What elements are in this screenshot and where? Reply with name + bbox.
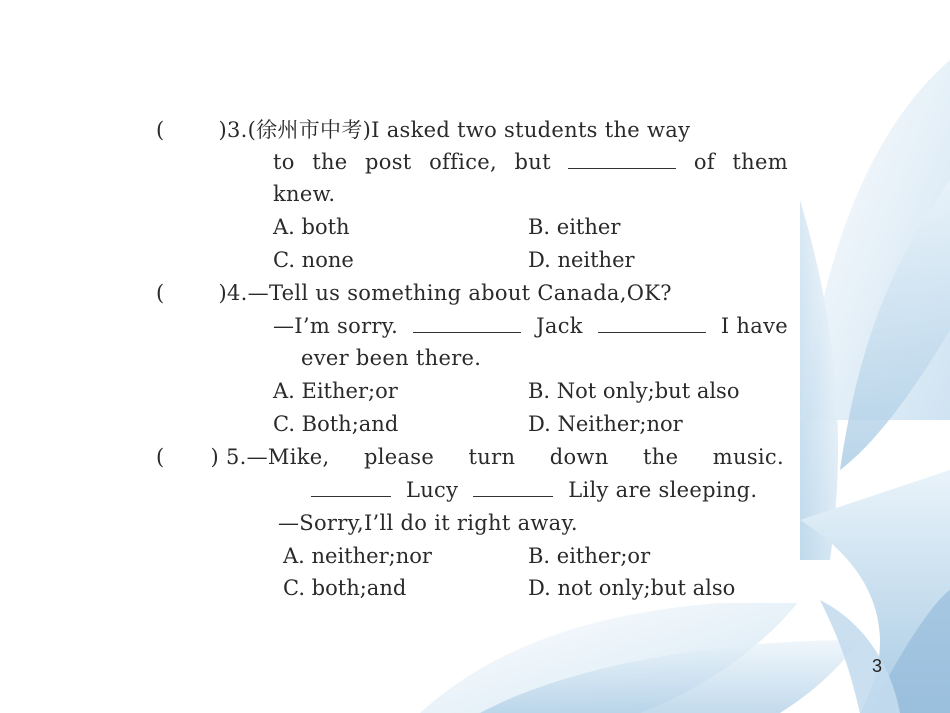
question-source: (徐州市中考) <box>247 118 372 142</box>
option-a[interactable]: A. neither;nor <box>283 544 432 568</box>
question-3-line-1 <box>156 116 796 144</box>
question-5-line-1: ( ) 5.—Mike, please turn down the music. <box>156 445 784 469</box>
question-3-line-2: to the post office, but of them <box>273 150 788 174</box>
option-b[interactable]: B. Not only;but also <box>528 379 740 403</box>
answer-bracket-close: ) <box>218 281 227 305</box>
option-c[interactable]: C. both;and <box>283 576 407 600</box>
option-a[interactable]: A. Either;or <box>273 379 398 403</box>
answer-bracket-open: ( <box>156 445 165 469</box>
fill-blank[interactable] <box>413 312 521 333</box>
fill-blank[interactable] <box>311 476 391 497</box>
question-4-line-1 <box>156 279 672 307</box>
answer-bracket-close: ) <box>218 118 227 142</box>
question-5-line-2: Lucy Lily are sleeping. <box>311 476 757 504</box>
option-b[interactable]: B. either <box>528 215 621 239</box>
question-5-line-3: —Sorry,I’ll do it right away. <box>278 511 578 535</box>
question-stem: I asked two students the way <box>371 118 691 142</box>
answer-bracket-open: ( <box>156 281 165 305</box>
option-d[interactable]: D. Neither;nor <box>528 412 683 436</box>
fill-blank[interactable] <box>473 476 553 497</box>
option-b[interactable]: B. either;or <box>528 544 651 568</box>
question-stem: —Tell us something about Canada,OK? <box>247 281 672 305</box>
option-c[interactable]: C. Both;and <box>273 412 399 436</box>
question-4-line-2: —I’m sorry. Jack I have <box>273 314 788 338</box>
question-number: 5. <box>225 445 247 469</box>
question-number: 4. <box>227 281 248 305</box>
fill-blank[interactable] <box>598 312 706 333</box>
option-c[interactable]: C. none <box>273 248 354 272</box>
page-number: 3 <box>872 656 883 676</box>
question-3-line-3: knew. <box>273 182 336 206</box>
answer-bracket-open: ( <box>156 118 165 142</box>
question-4-line-3: ever been there. <box>301 346 482 370</box>
option-a[interactable]: A. both <box>273 215 350 239</box>
exercise-card <box>150 110 800 603</box>
answer-bracket-close: ) <box>210 445 219 469</box>
option-d[interactable]: D. not only;but also <box>528 576 736 600</box>
option-d[interactable]: D. neither <box>528 248 635 272</box>
fill-blank[interactable] <box>568 148 676 169</box>
question-number: 3. <box>227 118 248 142</box>
